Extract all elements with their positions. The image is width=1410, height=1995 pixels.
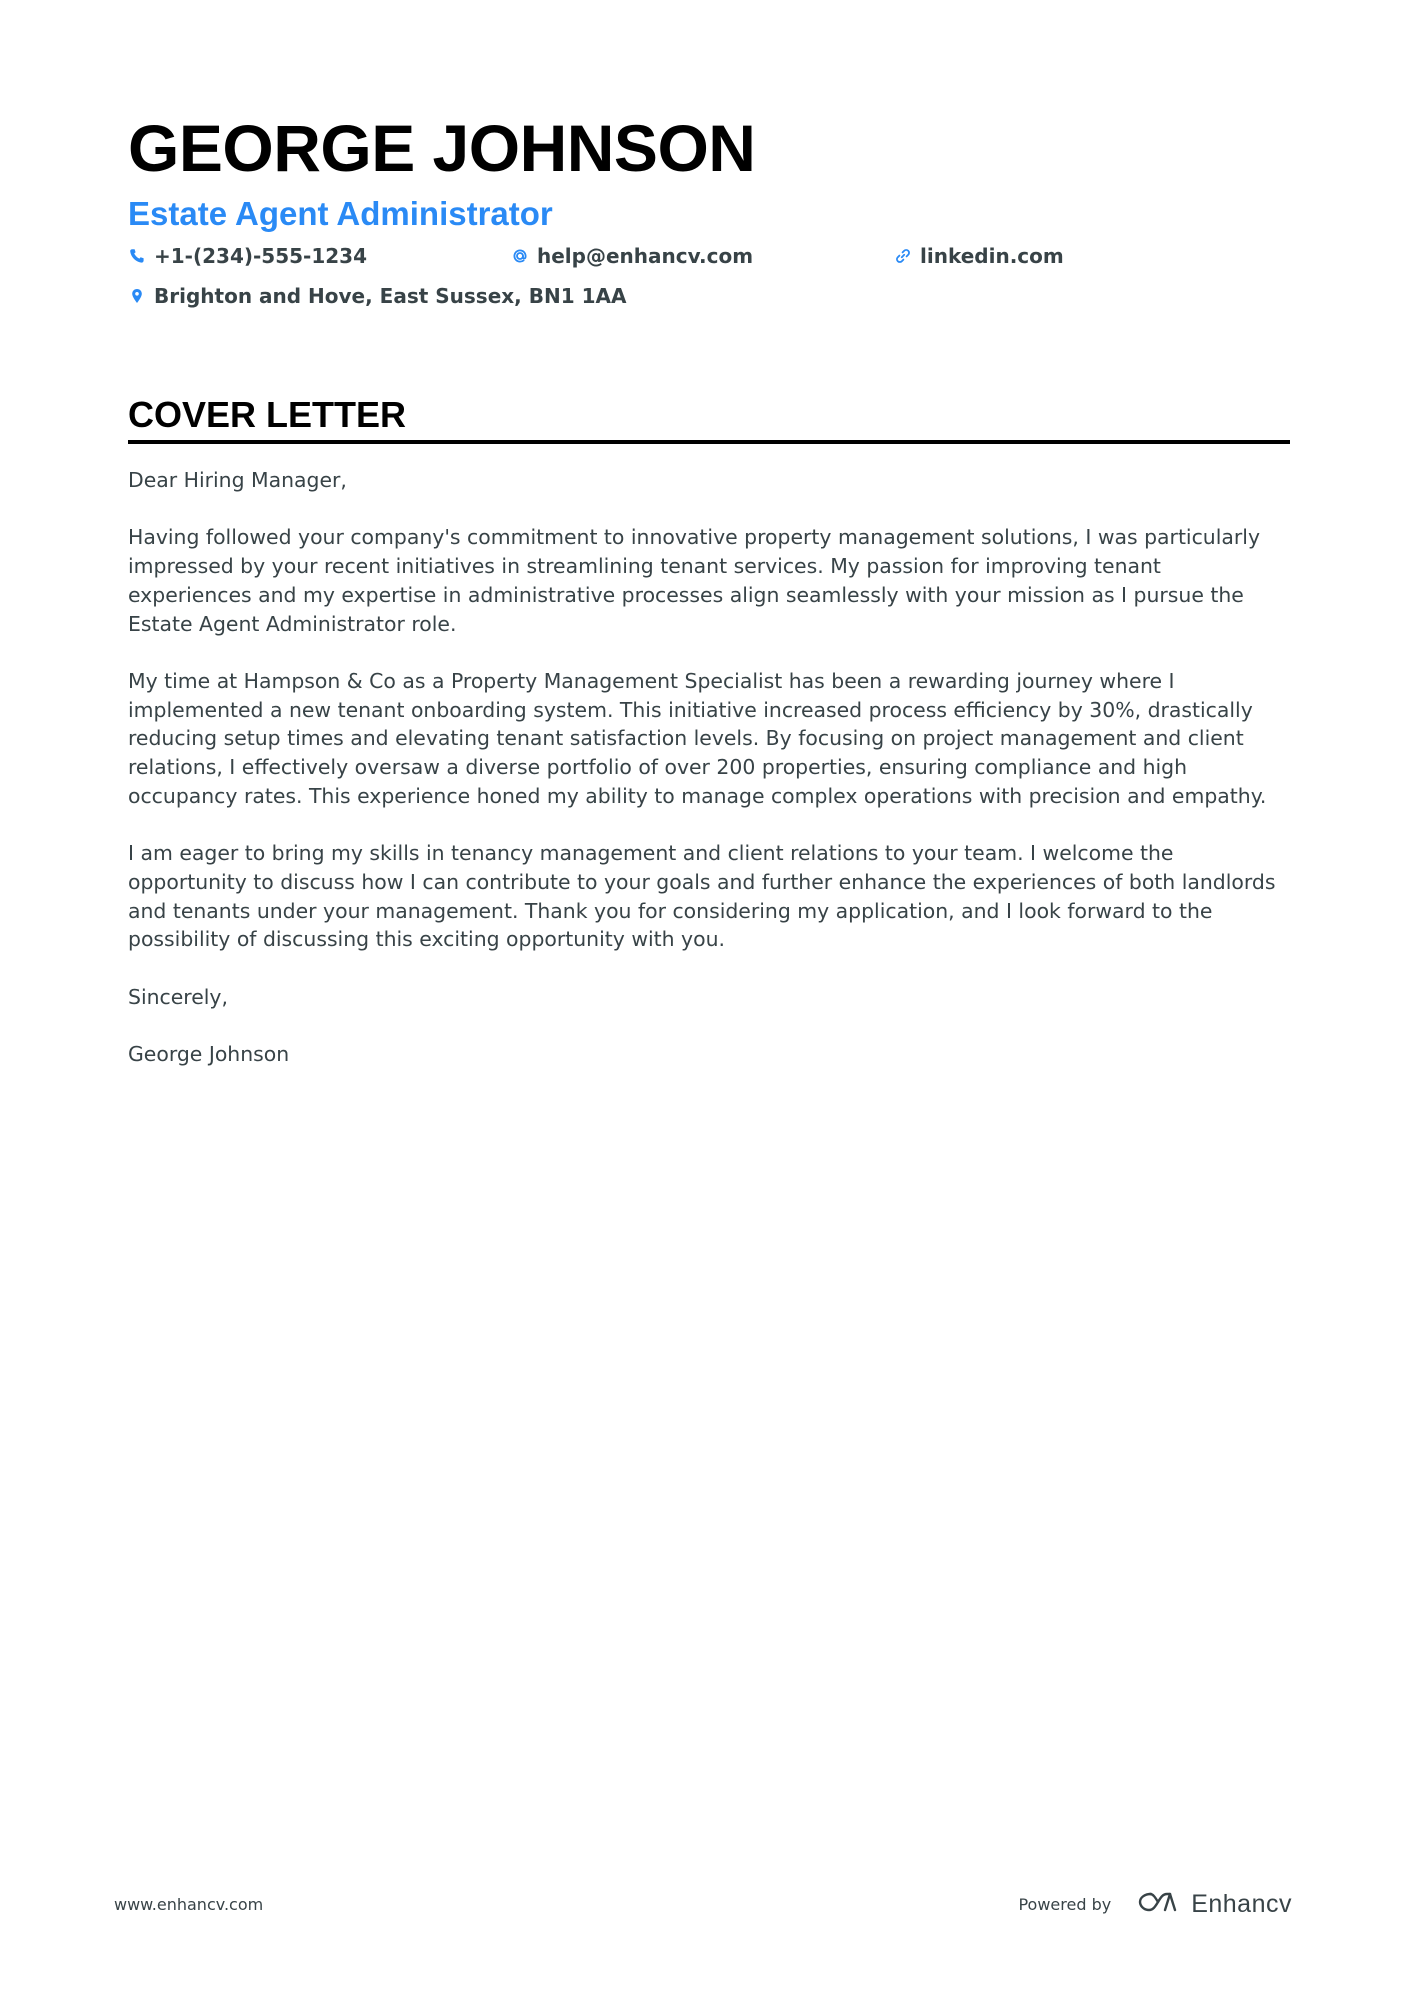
contact-location bbox=[128, 284, 626, 308]
email-text: help@enhancv.com bbox=[537, 244, 754, 268]
letter-paragraph: Having followed your company's commitment to innovative property management solutions, I was particularly impressed by your recent initiatives in streamlining tenant services. My passion for improving tenant experiences and my expertise in administrative processes align seamlessly with your mission as I pursue the Estate Agent Administrator role. bbox=[128, 525, 1261, 636]
letter-body bbox=[128, 466, 1290, 1069]
at-icon bbox=[511, 247, 529, 265]
letter-greeting: Dear Hiring Manager, bbox=[128, 468, 347, 492]
footer-branding bbox=[1018, 1889, 1292, 1919]
letter-signature: George Johnson bbox=[128, 1041, 290, 1066]
brand-name: Enhancv bbox=[1191, 1889, 1292, 1918]
contact-info bbox=[128, 244, 1290, 324]
section-title: COVER LETTER bbox=[128, 394, 407, 435]
resume-header bbox=[128, 108, 1290, 324]
applicant-name: GEORGE JOHNSON bbox=[128, 111, 756, 185]
linkedin-text: linkedin.com bbox=[920, 244, 1064, 268]
cover-letter-section bbox=[128, 392, 1290, 1097]
letter-paragraph: My time at Hampson & Co as a Property Management Specialist has been a rewarding journey where I implemented a new tenant onboarding system. This initiative increased process efficiency by 30%, drastically reducing setup times and elevating tenant satisfaction levels. By focusing on project management and client relations, I effectively oversaw a diverse portfolio of over 200 properties, ensuring compliance and high occupancy rates. This experience honed my ability to manage complex operations with precision and empathy. bbox=[128, 668, 1267, 808]
link-icon bbox=[894, 247, 912, 265]
footer-website[interactable]: www.enhancv.com bbox=[114, 1895, 264, 1914]
powered-by-label: Powered by bbox=[1018, 1894, 1112, 1914]
section-divider bbox=[128, 440, 1290, 444]
location-text: Brighton and Hove, East Sussex, BN1 1AA bbox=[154, 284, 627, 308]
contact-email bbox=[511, 244, 753, 268]
contact-phone bbox=[128, 244, 367, 268]
letter-paragraph: I am eager to bring my skills in tenancy management and client relations to your team. I welcome the opportunity to discuss how I can contribute to your goals and further enhance the experiences of both landlords and tenants under your management. Thank you for considering my application, and I look forward to the possibility of discussing this exciting opportunity with you. bbox=[128, 841, 1276, 952]
letter-closing: Sincerely, bbox=[128, 984, 228, 1009]
contact-linkedin bbox=[894, 244, 1064, 268]
enhancv-logo-icon bbox=[1137, 1889, 1191, 1919]
phone-text: +1-(234)-555-1234 bbox=[154, 244, 368, 268]
job-title: Estate Agent Administrator bbox=[128, 195, 553, 232]
location-pin-icon bbox=[128, 287, 146, 305]
phone-icon bbox=[128, 247, 146, 265]
